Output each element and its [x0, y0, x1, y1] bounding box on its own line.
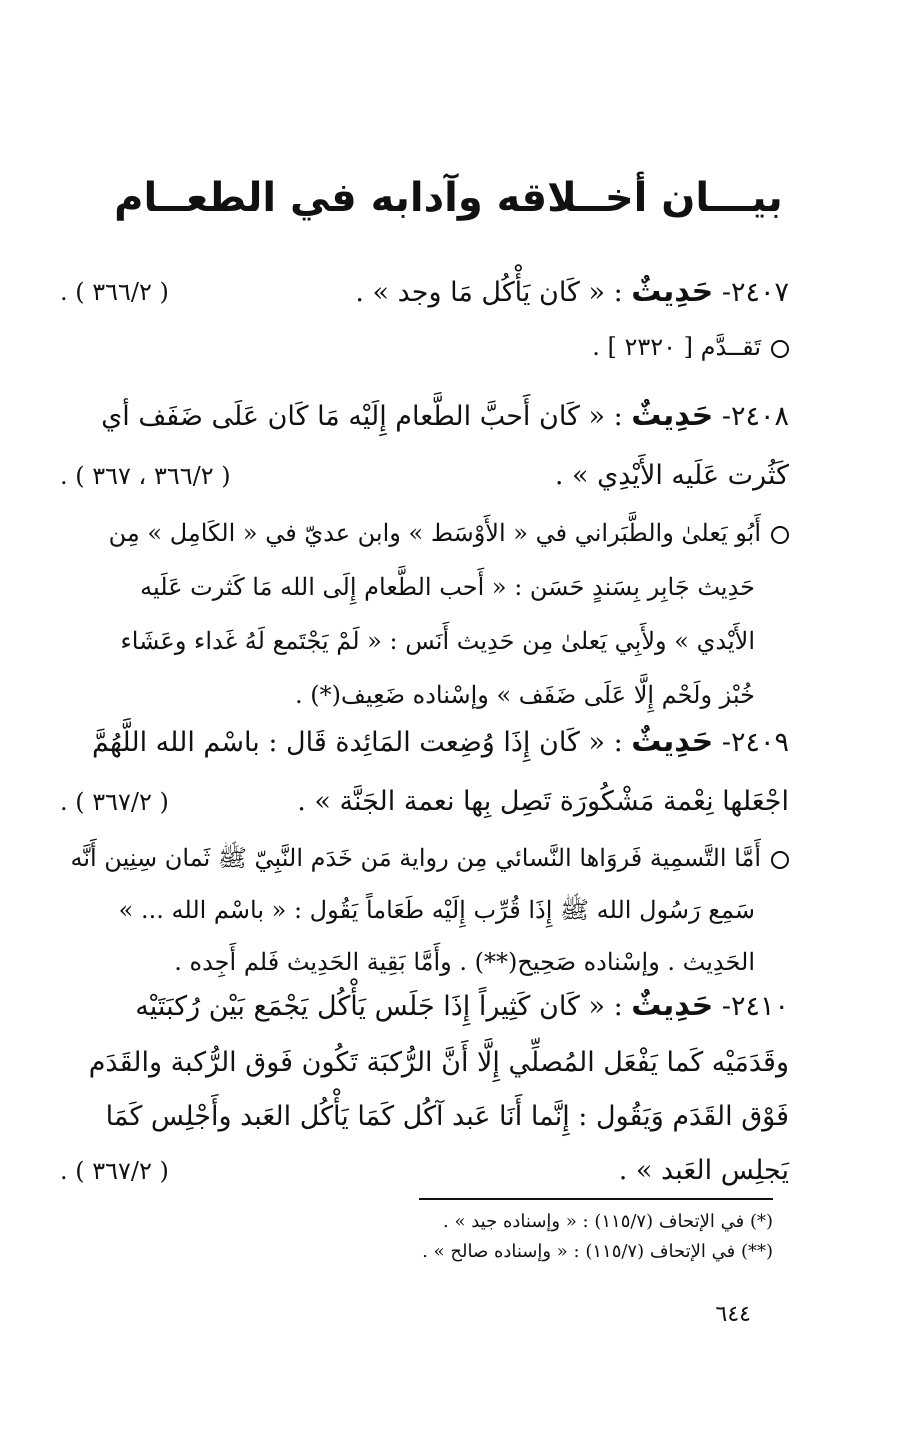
note-line [60, 506, 789, 560]
note-text: الحَدِيث . وإسْناده صَحِيح(**) . وأَمَّا بَقِية الحَدِيث فَلم أَجِده . [174, 948, 755, 976]
entry-line [60, 1144, 789, 1198]
entry-keyword: حَدِيثٌ [631, 398, 714, 433]
section-title: بيـــان أخــلاقه وآدابه في الطعــام [114, 175, 783, 221]
note-text: حَدِيث جَابِر بِسَندٍ حَسَن : « أَحب الطَّعام إِلَى الله مَا كَثرت عَلَيه [140, 573, 755, 601]
note-line [60, 560, 789, 614]
entry-text: اجْعَلها نِعْمة مَشْكُورَة تَصِل بِها نعمة الجَنَّة » . [297, 786, 789, 817]
hadith-entry-2407 [60, 262, 789, 372]
note-circle-icon [771, 851, 789, 869]
page-number: ٦٤٤ [715, 1302, 751, 1327]
entry-reference: ( ٣٦٧/٢ ) . [60, 788, 169, 816]
entry-text: وقَدَمَيْه كَما يَفْعَل المُصلِّي إِلَّا أَنَّ الرُّكبَة تَكُون فَوق الرُّكبة والقَدَم [88, 1047, 789, 1078]
entry-line [60, 1090, 789, 1144]
entry-line: ٢٤١٠- حَدِيثٌ : « كَان كَثِيراً إِذَا جَلَس يَأْكُل يَجْمَع بَيْن رُكبَتَيْه [135, 988, 789, 1023]
hadith-entry-2408 [60, 386, 789, 722]
entry-text: يَجلِس العَبد » . [618, 1155, 789, 1186]
entry-number: ٢٤١٠ [730, 991, 789, 1022]
note-text: الأَيْدي » ولأَبِي يَعلىٰ مِن حَدِيث أَنَس : « لَمْ يَجْتَمع لَهُ غَداء وعَشَاء [120, 627, 755, 655]
entry-keyword: حَدِيثٌ [631, 724, 714, 759]
footnote: (*) في الإتحاف (١١٥/٧) : « وإسناده جيد » . [443, 1211, 773, 1232]
entry-text: فَوْق القَدَم وَيَقُول : إِنَّما أَنَا عَبد آكُل كَمَا يَأْكُل العَبد وأَجْلِس كَمَا [105, 1101, 789, 1132]
entry-text: « كَان كَثِيراً إِذَا جَلَس يَأْكُل يَجْمَع بَيْن رُكبَتَيْه [135, 991, 606, 1022]
hadith-entry-2410 [60, 976, 789, 1198]
entry-line: ٢٤٠٧- حَدِيثٌ : « كَان يَأْكُل مَا وجد » . ( ٣٦٦/٢ ) . [60, 262, 789, 322]
note-line [60, 832, 789, 884]
note-circle-icon [771, 526, 789, 544]
hadith-entry-2409 [60, 712, 789, 988]
entry-number: ٢٤٠٩ [730, 727, 789, 758]
footnote-divider [419, 1198, 773, 1200]
entry-line [60, 446, 789, 506]
note-text: خُبْز ولَحْم إِلَّا عَلَى ضَفَف » وإسْناده ضَعِيف(*) . [295, 681, 755, 709]
entry-keyword: حَدِيثٌ [631, 988, 714, 1023]
note-text: أَبُو يَعلىٰ والطَّبَراني في « الأَوْسَط » وابن عديّ في « الكَامِل » مِن [108, 519, 761, 547]
entry-number: ٢٤٠٨ [730, 401, 789, 432]
entry-reference: ( ٣٦٦/٢ ، ٣٦٧ ) . [60, 462, 231, 490]
footnote: (**) في الإتحاف (١١٥/٧) : « وإسناده صالح » . [422, 1241, 773, 1262]
entry-line: ٢٤٠٩- حَدِيثٌ : « كَان إِذَا وُضِعت المَائِدة قَال : باسْم الله اللَّهُمَّ [92, 724, 789, 759]
entry-line [60, 772, 789, 832]
entry-keyword: حَدِيثٌ [631, 274, 714, 309]
entry-number: ٢٤٠٧ [730, 277, 789, 308]
entry-line: ٢٤٠٨- حَدِيثٌ : « كَان أَحبَّ الطَّعام إِلَيْه مَا كَان عَلَى ضَفَف أي [101, 398, 789, 433]
entry-text: « كَان أَحبَّ الطَّعام إِلَيْه مَا كَان عَلَى ضَفَف أي [101, 401, 606, 432]
note-line [60, 322, 789, 372]
note-text: أَمَّا التَّسمِية فَروَاها النَّسائي مِن رواية مَن خَدَم النَّبِيّ ﷺ ثَمان سِنِين أَنَّه [70, 844, 761, 872]
entry-reference: ( ٣٦٧/٢ ) . [60, 1157, 169, 1185]
note-circle-icon [771, 340, 789, 358]
note-line [60, 614, 789, 668]
entry-text: « كَان إِذَا وُضِعت المَائِدة قَال : باسْم الله اللَّهُمَّ [92, 727, 606, 758]
note-text: سَمِع رَسُول الله ﷺ إِذَا قُرِّب إِلَيْه طَعَاماً يَقُول : « باسْم الله ... » [118, 896, 755, 924]
entry-reference: ( ٣٦٦/٢ ) . [60, 278, 169, 306]
entry-text: كَثُرت عَلَيه الأَيْدِي » . [554, 460, 789, 491]
entry-line [60, 1036, 789, 1090]
entry-text: « كَان يَأْكُل مَا وجد » . [355, 277, 606, 308]
note-text: تَقــدَّم [ ٢٣٢٠ ] . [592, 333, 761, 361]
note-line [60, 884, 789, 936]
